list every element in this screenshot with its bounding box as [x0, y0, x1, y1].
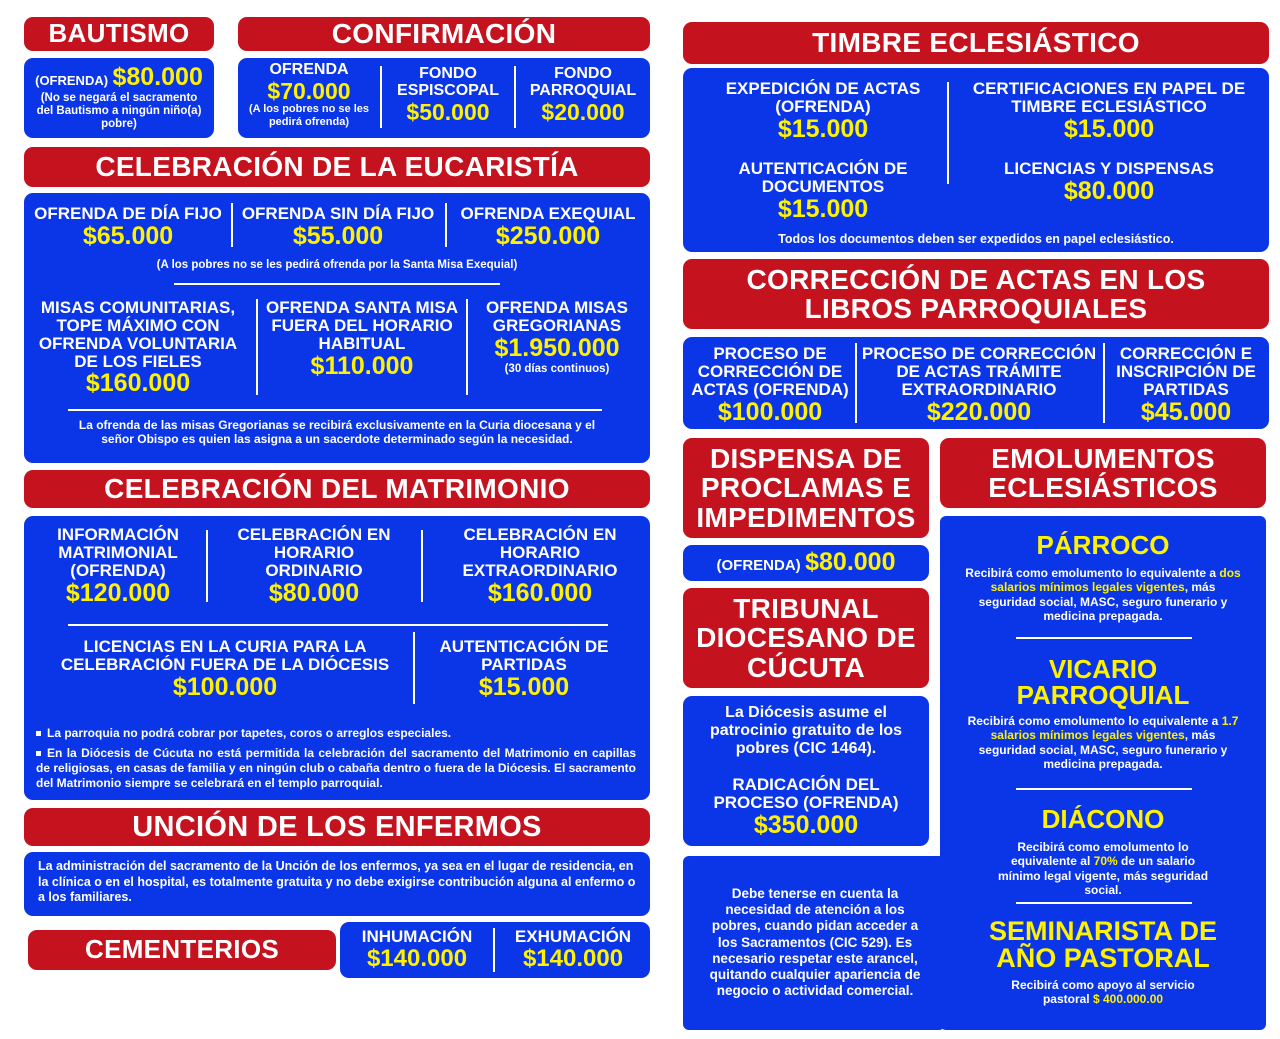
- emolumentos-panel: [940, 516, 1266, 1030]
- seminarista-highlight: $ 400.000.00: [1092, 992, 1164, 1007]
- diacono-title: DIÁCONO: [1041, 804, 1165, 834]
- divider: [68, 624, 608, 626]
- tribunal-radicacion: RADICACIÓN DEL PROCESO (OFRENDA) $350.000: [713, 775, 899, 839]
- emolumentos-vicario: VICARIO PARROQUIAL Recibirá como emolumento lo equivalente a 1.7 salarios mínimos legales vigentes, más seguridad social, MASC, seguro funerario y medicina prepagada.: [940, 656, 1266, 772]
- pobres-note-panel: [683, 856, 945, 1030]
- eucaristia-panel: [24, 193, 650, 463]
- timbre-certificaciones: CERTIFICACIONES EN PAPEL DE TIMBRE ECLESIÁSTICO $15.000: [972, 79, 1246, 143]
- eucaristia-row1-note: (A los pobres no se les pedirá ofrenda por la Santa Misa Exequial): [156, 259, 518, 271]
- matrimonio-bullet: En la Diócesis de Cúcuta no está permitida la celebración del sacramento del Matrimonio en capillas de religiosas, en casas de familia y en ningún club o cabaña dentro o fuera de la Diócesis. El sacramento del Matrimonio siempre se celebrará en el templo parroquial.: [36, 746, 636, 790]
- diacono-highlight: 70%: [1093, 854, 1118, 869]
- divider: [206, 530, 208, 602]
- divider: [947, 82, 949, 184]
- dispensa-panel: [683, 545, 929, 581]
- eucaristia-exequial: OFRENDA EXEQUIAL $250.000: [460, 204, 636, 250]
- matrimonio-panel: [24, 516, 650, 800]
- confirmacion-item-ofrenda: OFRENDA $70.000 (A los pobres no se les pedirá ofrenda): [248, 61, 369, 128]
- tribunal-panel: [683, 696, 929, 846]
- divider: [1016, 902, 1192, 904]
- eucaristia-comunitarias: MISAS COMUNITARIAS, TOPE MÁXIMO CON OFRENDA VOLUNTARIA DE LOS FIELES $160.000: [38, 298, 238, 398]
- correccion-extraordinario: PROCESO DE CORRECCIÓN DE ACTAS TRÁMITE EXTRAORDINARIO $220.000: [861, 344, 1097, 426]
- confirmacion-panel: [238, 58, 650, 138]
- divider: [466, 299, 468, 395]
- eucaristia-footer: La ofrenda de las misas Gregorianas se recibirá exclusivamente en la Curia diocesana y el señor Obispo es quien las asigna a un sacerdote determinado según la necesidad.: [78, 418, 596, 446]
- confirmacion-item-parroquial: FONDO PARROQUIAL $20.000: [529, 65, 637, 125]
- divider: [413, 632, 415, 704]
- bullet-icon: [36, 751, 41, 756]
- correccion-inscripcion: CORRECCIÓN E INSCRIPCIÓN DE PARTIDAS $45.000: [1116, 344, 1256, 426]
- uncion-panel: [24, 852, 650, 916]
- eucaristia-fuera-horario: OFRENDA SANTA MISA FUERA DEL HORARIO HABITUAL $110.000: [265, 298, 459, 380]
- divider: [514, 66, 516, 128]
- eucaristia-dia-fijo: OFRENDA DE DÍA FIJO $65.000: [34, 204, 222, 250]
- timbre-autenticacion: AUTENTICACIÓN DE DOCUMENTOS $15.000: [738, 159, 908, 223]
- uncion-text: La administración del sacramento de la Unción de los enfermos, ya sea en el lugar de residencia, en la clínica o en el hospital, es totalmente gratuita y no debe exigirse contribución alguna al enfermo o a los familiares.: [38, 859, 636, 905]
- bautismo-panel: [24, 58, 214, 138]
- vicario-highlight: 1.7 salarios mínimos legales vigentes: [990, 714, 1239, 743]
- matrimonio-bullet: La parroquia no podrá cobrar por tapetes, coros o arreglos especiales.: [36, 726, 636, 741]
- timbre-footer: Todos los documentos deben ser expedidos en papel eclesiástico.: [778, 232, 1174, 246]
- correccion-proceso: PROCESO DE CORRECCIÓN DE ACTAS (OFRENDA) $100.000: [691, 344, 849, 426]
- confirmacion-item-episcopal: FONDO ESPISCOPAL $50.000: [397, 65, 499, 125]
- parroco-highlight: dos salarios mínimos legales vigentes: [990, 566, 1241, 595]
- matrimonio-autenticacion: AUTENTICACIÓN DE PARTIDAS $15.000: [439, 637, 609, 701]
- bullet-icon: [36, 731, 41, 736]
- divider: [493, 928, 495, 972]
- divider: [421, 530, 423, 602]
- matrimonio-header: CELEBRACIÓN DEL MATRIMONIO: [24, 470, 650, 508]
- timbre-header: TIMBRE ECLESIÁSTICO: [683, 22, 1269, 64]
- divider: [231, 203, 233, 247]
- parroco-title: PÁRROCO: [1036, 530, 1170, 560]
- divider: [1016, 637, 1192, 639]
- emolumentos-header: EMOLUMENTOS ECLESIÁSTICOS: [940, 438, 1266, 508]
- divider: [1103, 343, 1105, 423]
- timbre-panel: [683, 68, 1269, 252]
- cementerios-inhumacion: INHUMACIÓN $140.000: [361, 927, 473, 972]
- vicario-title: VICARIO PARROQUIAL: [1016, 654, 1190, 710]
- correccion-header: CORRECCIÓN DE ACTAS EN LOS LIBROS PARROQUIALES: [683, 259, 1269, 329]
- dispensa-header: DISPENSA DE PROCLAMAS E IMPEDIMENTOS: [683, 438, 929, 538]
- emolumentos-seminarista: SEMINARISTA DE AÑO PASTORAL Recibirá como apoyo al servicio pastoral $ 400.000.00: [940, 918, 1266, 1007]
- divider: [445, 203, 447, 247]
- confirmacion-header: CONFIRMACIÓN: [238, 17, 650, 51]
- divider: [1016, 788, 1192, 790]
- emolumentos-diacono: DIÁCONO Recibirá como emolumento lo equivalente al 70% de un salario mínimo legal vigente, más seguridad social.: [940, 806, 1266, 898]
- matrimonio-extraordinario: CELEBRACIÓN EN HORARIO EXTRAORDINARIO $160.000: [462, 525, 618, 607]
- tribunal-text: La Diócesis asume el patrocinio gratuito de los pobres (CIC 1464).: [709, 704, 902, 757]
- cementerios-exhumacion: EXHUMACIÓN $140.000: [514, 927, 632, 972]
- correccion-panel: [683, 337, 1269, 429]
- eucaristia-sin-dia-fijo: OFRENDA SIN DÍA FIJO $55.000: [241, 204, 435, 250]
- bautismo-prefix: (OFRENDA): [35, 73, 109, 88]
- bautismo-price: $80.000: [112, 63, 203, 91]
- eucaristia-header: CELEBRACIÓN DE LA EUCARISTÍA: [24, 147, 650, 187]
- divider: [855, 343, 857, 423]
- uncion-header: UNCIÓN DE LOS ENFERMOS: [24, 808, 650, 846]
- pobres-note: Debe tenerse en cuenta la necesidad de atención a los pobres, cuando pidan acceder a los Sacramentos (CIC 529). Es necesario respetar este arancel, quitando cualquier apariencia de negocio o actividad comercial.: [709, 886, 921, 999]
- bautismo-note: (No se negará el sacramento del Bautismo a ningún niño(a) pobre): [36, 92, 202, 131]
- emolumentos-parroco: PÁRROCO Recibirá como emolumento lo equivalente a dos salarios mínimos legales vigentes, más seguridad social, MASC, seguro funerario y medicina prepagada.: [940, 532, 1266, 624]
- seminarista-title: SEMINARISTA DE AÑO PASTORAL: [988, 916, 1217, 973]
- divider: [174, 283, 500, 285]
- divider: [380, 66, 382, 128]
- cementerios-panel: [340, 922, 650, 978]
- dispensa-prefix: (OFRENDA): [716, 557, 801, 574]
- dispensa-price: $80.000: [805, 548, 896, 576]
- matrimonio-licencias: LICENCIAS EN LA CURIA PARA LA CELEBRACIÓN FUERA DE LA DIÓCESIS $100.000: [60, 637, 390, 701]
- cementerios-header: CEMENTERIOS: [28, 930, 336, 970]
- timbre-licencias: LICENCIAS Y DISPENSAS $80.000: [1003, 159, 1215, 205]
- eucaristia-gregorianas: OFRENDA MISAS GREGORIANAS $1.950.000 (30 días continuos): [486, 298, 628, 375]
- matrimonio-ordinario: CELEBRACIÓN EN HORARIO ORDINARIO $80.000: [237, 525, 391, 607]
- tribunal-header: TRIBUNAL DIOCESANO DE CÚCUTA: [683, 588, 929, 688]
- divider: [68, 409, 602, 411]
- timbre-expedicion: EXPEDICIÓN DE ACTAS (OFRENDA) $15.000: [725, 79, 921, 143]
- divider: [256, 299, 258, 395]
- matrimonio-informacion: INFORMACIÓN MATRIMONIAL (OFRENDA) $120.000: [57, 525, 179, 607]
- bautismo-header: BAUTISMO: [24, 17, 214, 51]
